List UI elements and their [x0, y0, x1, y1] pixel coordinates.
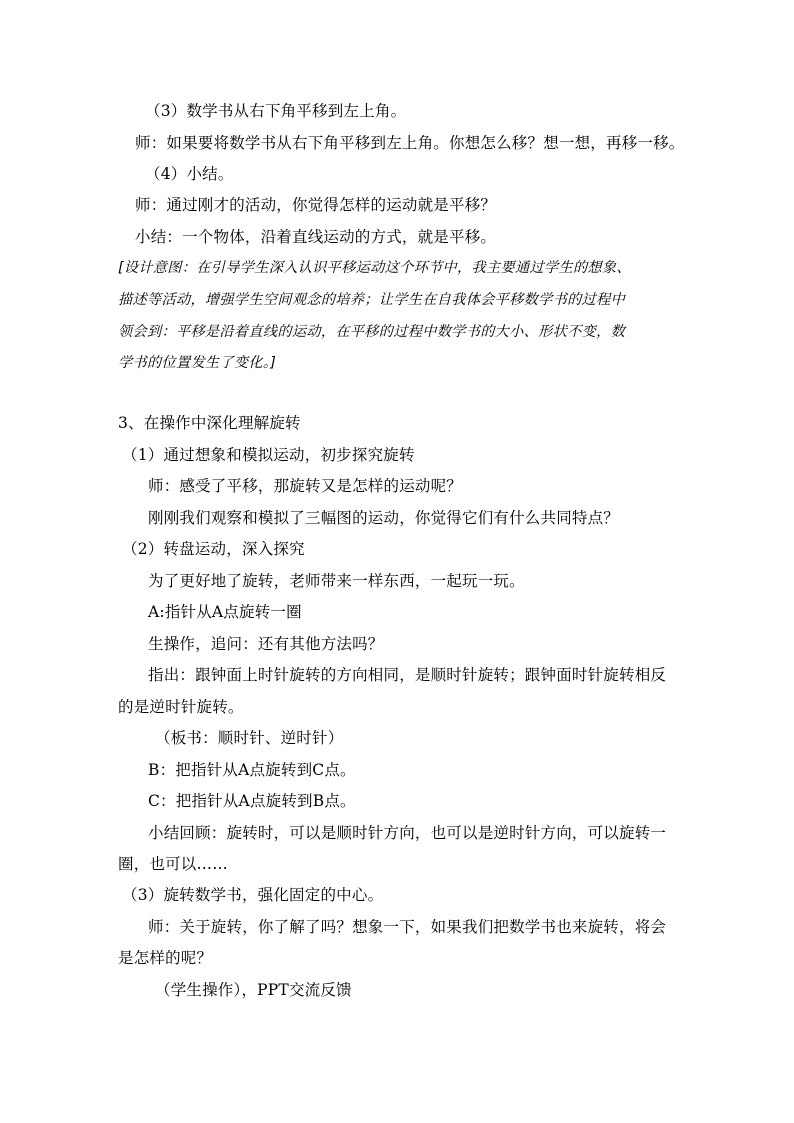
text-line: 师：关于旋转，你了解了吗？想象一下，如果我们把数学书也来旋转，将会 [148, 918, 667, 936]
text-line: 师：如果要将数学书从右下角平移到左上角。你想怎么移？想一想，再移一移。 [135, 134, 685, 152]
text-line: B：把指针从A点旋转到C点。 [148, 761, 356, 779]
design-intent-line: 领会到：平移是沿着直线的运动，在平移的过程中数学书的大小、形状不变，数 [118, 324, 626, 340]
text-line: 圈，也可以…… [118, 855, 228, 873]
text-line: 小结：一个物体，沿着直线运动的方式，就是平移。 [135, 228, 497, 246]
text-line: （学生操作），PPT交流反馈 [155, 981, 352, 999]
text-line: 生操作，追问：还有其他方法吗？ [148, 635, 384, 653]
design-intent-line: 学书的位置发生了变化。] [118, 355, 277, 371]
text-line: 是怎样的呢？ [118, 949, 213, 967]
text-line: 小结回顾：旋转时，可以是顺时针方向，也可以是逆时针方向，可以旋转一 [148, 824, 667, 842]
subheading: （2）转盘运动，深入探究 [122, 540, 305, 558]
text-line: 师：感受了平移，那旋转又是怎样的运动呢？ [148, 477, 463, 495]
text-line: 的是逆时针旋转。 [118, 698, 244, 716]
text-line: 为了更好地了旋转，老师带来一样东西，一起玩一玩。 [148, 572, 525, 590]
text-line: C：把指针从A点旋转到B点。 [148, 792, 356, 810]
section-heading: 3、在操作中深化理解旋转 [118, 414, 301, 432]
text-line: 指出：跟钟面上时针旋转的方向相同，是顺时针旋转；跟钟面时针旋转相反 [148, 666, 667, 684]
design-intent-line: [设计意图：在引导学生深入认识平移运动这个环节中，我主要通过学生的想象、 [118, 260, 631, 276]
design-intent-line: 描述等活动，增强学生空间观念的培养；让学生在自我体会平移数学书的过程中 [118, 292, 626, 308]
subheading: （1）通过想象和模拟运动，初步探究旋转 [122, 446, 415, 464]
text-line: （4）小结。 [145, 165, 234, 183]
text-line: （板书：顺时针、逆时针） [155, 729, 344, 747]
subheading: （3）旋转数学书，强化固定的中心。 [122, 886, 384, 904]
text-line: （3）数学书从右下角平移到左上角。 [145, 102, 407, 120]
text-line: A:指针从A点旋转一圈 [148, 603, 302, 621]
text-line: 师：通过刚才的活动，你觉得怎样的运动就是平移？ [135, 196, 497, 214]
text-line: 刚刚我们观察和模拟了三幅图的运动，你觉得它们有什么共同特点？ [148, 509, 620, 527]
